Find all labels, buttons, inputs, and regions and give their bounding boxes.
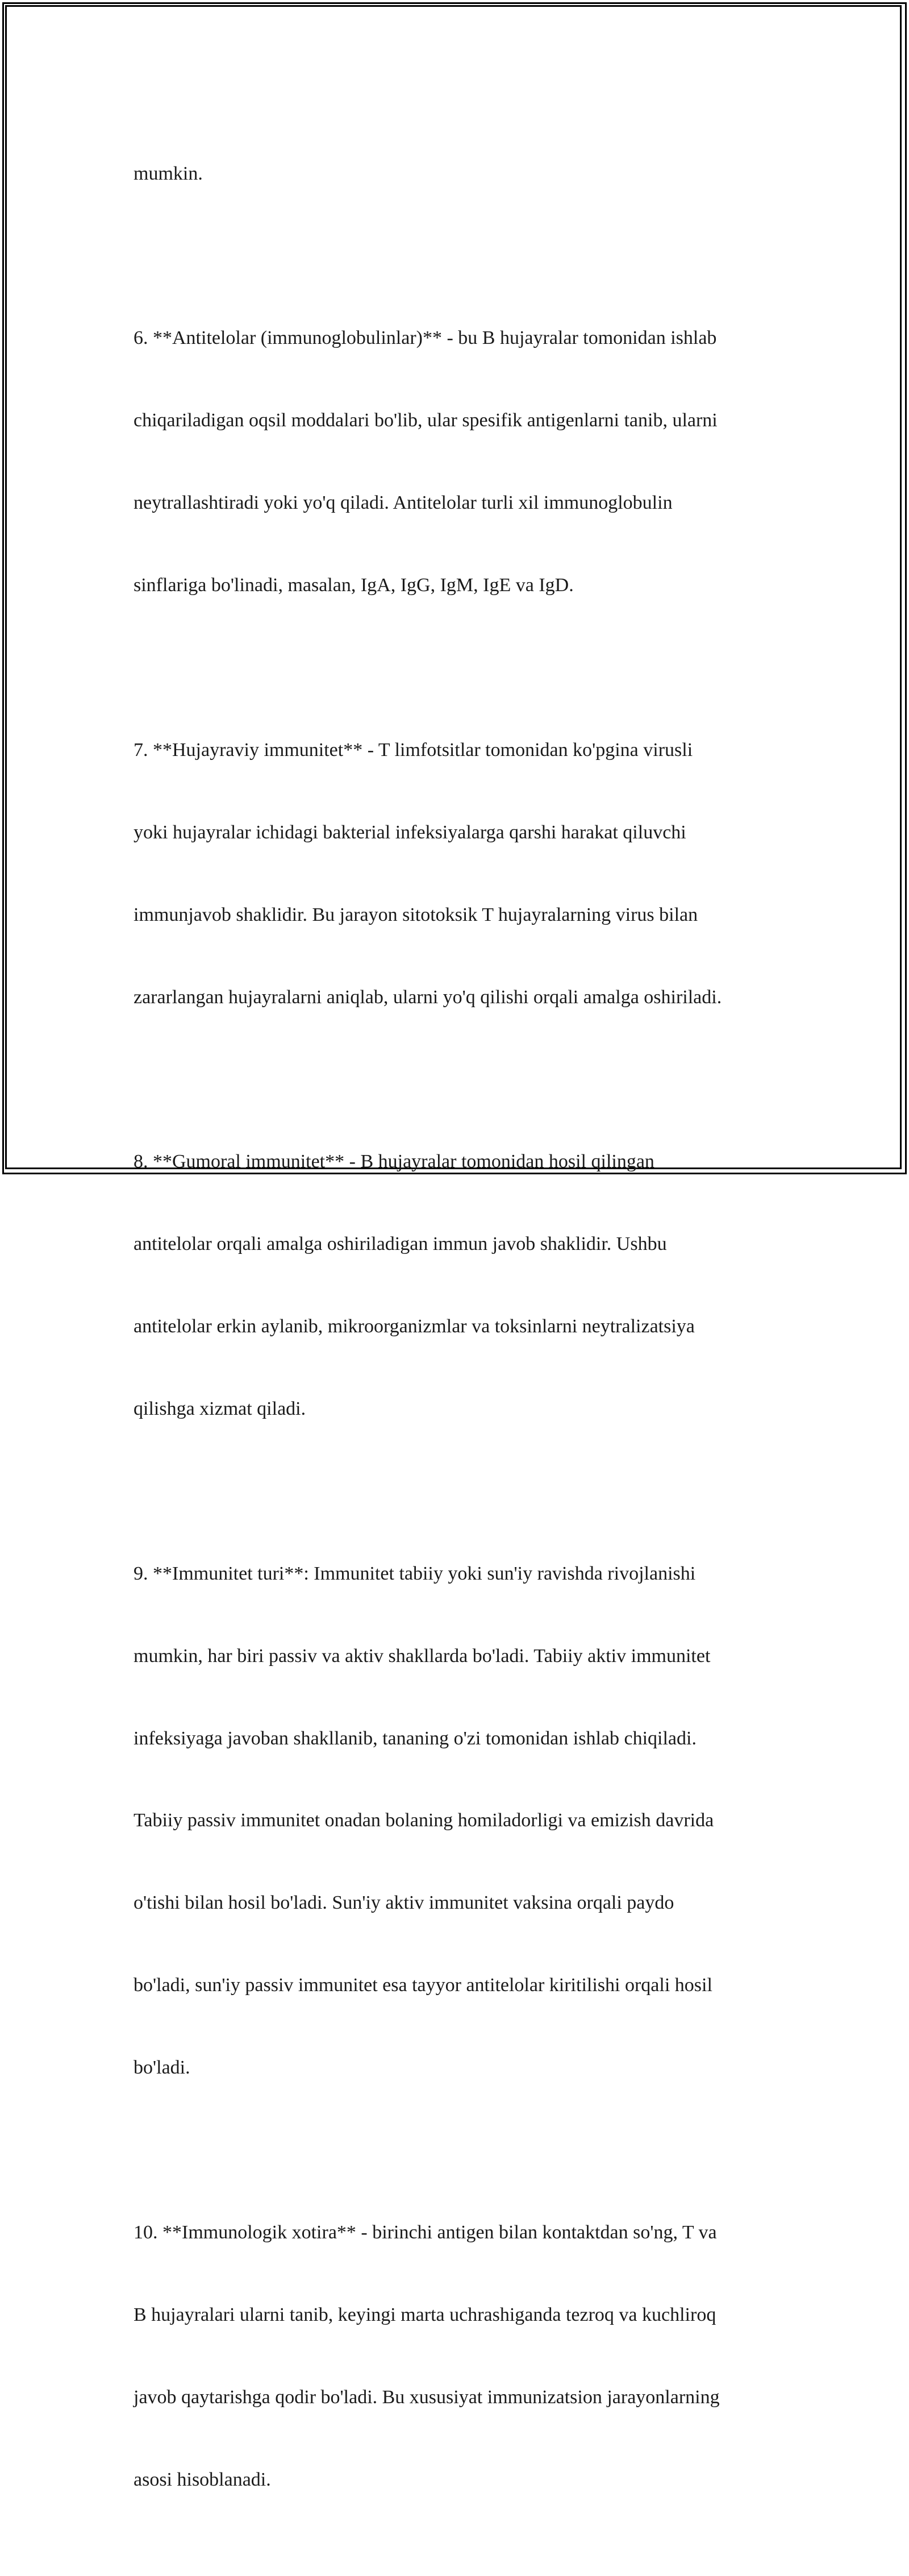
- text-line: bo'ladi.: [134, 2057, 190, 2079]
- text-line: mumkin.: [134, 163, 203, 184]
- text-line: 7. **Hujayraviy immunitet** - T limfotsitlar tomonidan ko'pgina virusli: [134, 739, 693, 761]
- paragraph-continuation: [134, 105, 781, 242]
- text-line: yoki hujayralar ichidagi bakterial infeksiyalarga qarshi harakat qiluvchi: [134, 821, 686, 843]
- text-line: asosi hisoblanadi.: [134, 2469, 271, 2490]
- text-line: 6. **Antitelolar (immunoglobulinlar)** - bu B hujayralar tomonidan ishlab: [134, 327, 717, 349]
- document-body: [134, 105, 781, 2576]
- text-line: chiqariladigan oqsil moddalari bo'lib, ular spesifik antigenlarni tanib, ularni: [134, 410, 718, 431]
- text-line: B hujayralari ularni tanib, keyingi marta uchrashiganda tezroq va kuchliroq: [134, 2304, 716, 2325]
- text-line: mumkin, har biri passiv va aktiv shakllarda bo'ladi. Tabiiy aktiv immunitet: [134, 1645, 711, 1667]
- text-line: 8. **Gumoral immunitet** - B hujayralar tomonidan hosil qilingan: [134, 1151, 654, 1173]
- paragraph-item-7: [134, 682, 781, 1066]
- text-line: bo'ladi, sun'iy passiv immunitet esa tayyor antitelolar kiritilishi orqali hosil: [134, 1975, 712, 1996]
- text-line: o'tishi bilan hosil bo'ladi. Sun'iy aktiv immunitet vaksina orqali paydo: [134, 1892, 674, 1914]
- text-line: 10. **Immunologik xotira** - birinchi antigen bilan kontaktdan so'ng, T va: [134, 2221, 717, 2243]
- text-line: antitelolar erkin aylanib, mikroorganizmlar va toksinlarni neytralizatsiya: [134, 1316, 695, 1337]
- paragraph-item-6: [134, 270, 781, 654]
- paragraph-item-8: [134, 1094, 781, 1478]
- text-line: 9. **Immunitet turi**: Immunitet tabiiy yoki sun'iy ravishda rivojlanishi: [134, 1563, 696, 1584]
- paragraph-item-9: [134, 1505, 781, 2137]
- text-line: neytrallashtiradi yoki yo'q qiladi. Antitelolar turli xil immunoglobulin: [134, 492, 673, 514]
- text-line: antitelolar orqali amalga oshiriladigan immun javob shaklidir. Ushbu: [134, 1233, 667, 1255]
- text-line: javob qaytarishga qodir bo'ladi. Bu xususiyat immunizatsion jarayonlarning: [134, 2386, 720, 2408]
- text-line: zararlangan hujayralarni aniqlab, ularni yo'q qilishi orqali amalga oshiriladi.: [134, 986, 722, 1008]
- text-line: Tabiiy passiv immunitet onadan bolaning homiladorligi va emizish davrida: [134, 1810, 714, 1831]
- text-line: immunjavob shaklidir. Bu jarayon sitotoksik T hujayralarning virus bilan: [134, 904, 698, 925]
- text-line: qilishga xizmat qiladi.: [134, 1398, 306, 1419]
- text-line: sinflariga bo'linadi, masalan, IgA, IgG, IgM, IgE va IgD.: [134, 575, 574, 596]
- text-line: infeksiyaga javoban shakllanib, tananing o'zi tomonidan ishlab chiqiladi.: [134, 1727, 697, 1749]
- paragraph-item-10: [134, 2164, 781, 2548]
